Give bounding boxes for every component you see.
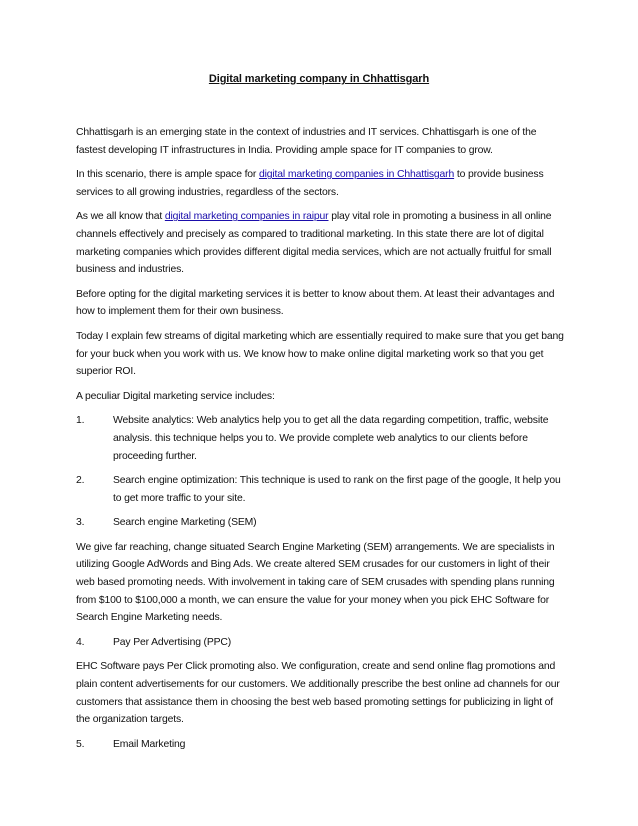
list-item-number: 5. xyxy=(76,738,85,750)
paragraph-scenario xyxy=(76,166,568,201)
list-item-email-marketing xyxy=(76,736,568,754)
list-item-seo xyxy=(76,472,568,507)
paragraph-today: Today I explain few streams of digital marketing which are essentially required to make sure that you get bang for your buck when you work with us. We know how to make online digital marketing work so that you get superior ROI. xyxy=(76,330,564,378)
list-item-number: 2. xyxy=(76,475,85,487)
paragraph-raipur xyxy=(76,208,568,278)
list-item-text: Website analytics: Web analytics help you to get all the data regarding competition, traffic, website analysis. this technique helps you to. We provide complete web analytics to our clients before proceeding further. xyxy=(113,415,549,462)
paragraph-raipur-text-before: As we all know that xyxy=(76,211,165,223)
list-item-text: Pay Per Advertising (PPC) xyxy=(113,636,232,648)
list-item-text: Search engine optimization: This technique is used to rank on the first page of the google, It help you to get more traffic to your site. xyxy=(113,475,561,504)
paragraph-service-intro: A peculiar Digital marketing service includes: xyxy=(76,390,275,402)
list-item-ppc xyxy=(76,634,568,652)
document-body xyxy=(76,124,568,760)
paragraph-sem: We give far reaching, change situated Search Engine Marketing (SEM) arrangements. We are specialists in utilizing Google AdWords and Bing Ads. We create altered SEM crusades for our customers in light of their web based promoting needs. With involvement in taking care of SEM crusades with spending plans running from $100 to $100,000 a month, we can ensure the value for your money when you pick EHC Software for Search Engine Marketing needs. xyxy=(76,541,555,624)
list-item-website-analytics xyxy=(76,412,568,465)
list-item-sem xyxy=(76,514,568,532)
paragraph-before-opting: Before opting for the digital marketing services it is better to know about them. At least their advantages and how to implement them for their own business. xyxy=(76,288,555,318)
link-digital-marketing-chhattisgarh[interactable]: digital marketing companies in Chhattisgarh xyxy=(258,169,455,181)
paragraph-ppc: EHC Software pays Per Click promoting also. We configuration, create and send online flag promotions and plain content advertisements for our customers. We additionally prescribe the best online ad channels for our customers that assistance them in choosing the best web based promoting settings for publicizing in light of the organization targets. xyxy=(76,661,560,726)
paragraph-scenario-text-before: In this scenario, there is ample space for xyxy=(76,169,259,181)
paragraph-raipur-text-after: play vital role in promoting a business in all online channels effectively and precisely as compared to traditional marketing. In this state there are lot of digital marketing companies which provides different digital media services, which are not actually fruitful for small business and industries. xyxy=(76,211,552,276)
list-item-text: Search engine Marketing (SEM) xyxy=(113,517,257,529)
paragraph-scenario-text-after: to provide business services to all growing industries, regardless of the sectors. xyxy=(76,169,544,198)
link-digital-marketing-raipur[interactable]: digital marketing companies in raipur xyxy=(164,211,329,223)
list-item-number: 4. xyxy=(76,636,85,648)
paragraph-intro: Chhattisgarh is an emerging state in the context of industries and IT services. Chhattisgarh is one of the fastest developing IT infrastructures in India. Providing ample space for IT companies to grow. xyxy=(76,127,537,156)
list-item-number: 3. xyxy=(76,517,85,529)
list-item-number: 1. xyxy=(76,415,85,427)
list-item-text: Email Marketing xyxy=(113,738,186,750)
document-title: Digital marketing company in Chhattisgarh xyxy=(208,73,430,85)
